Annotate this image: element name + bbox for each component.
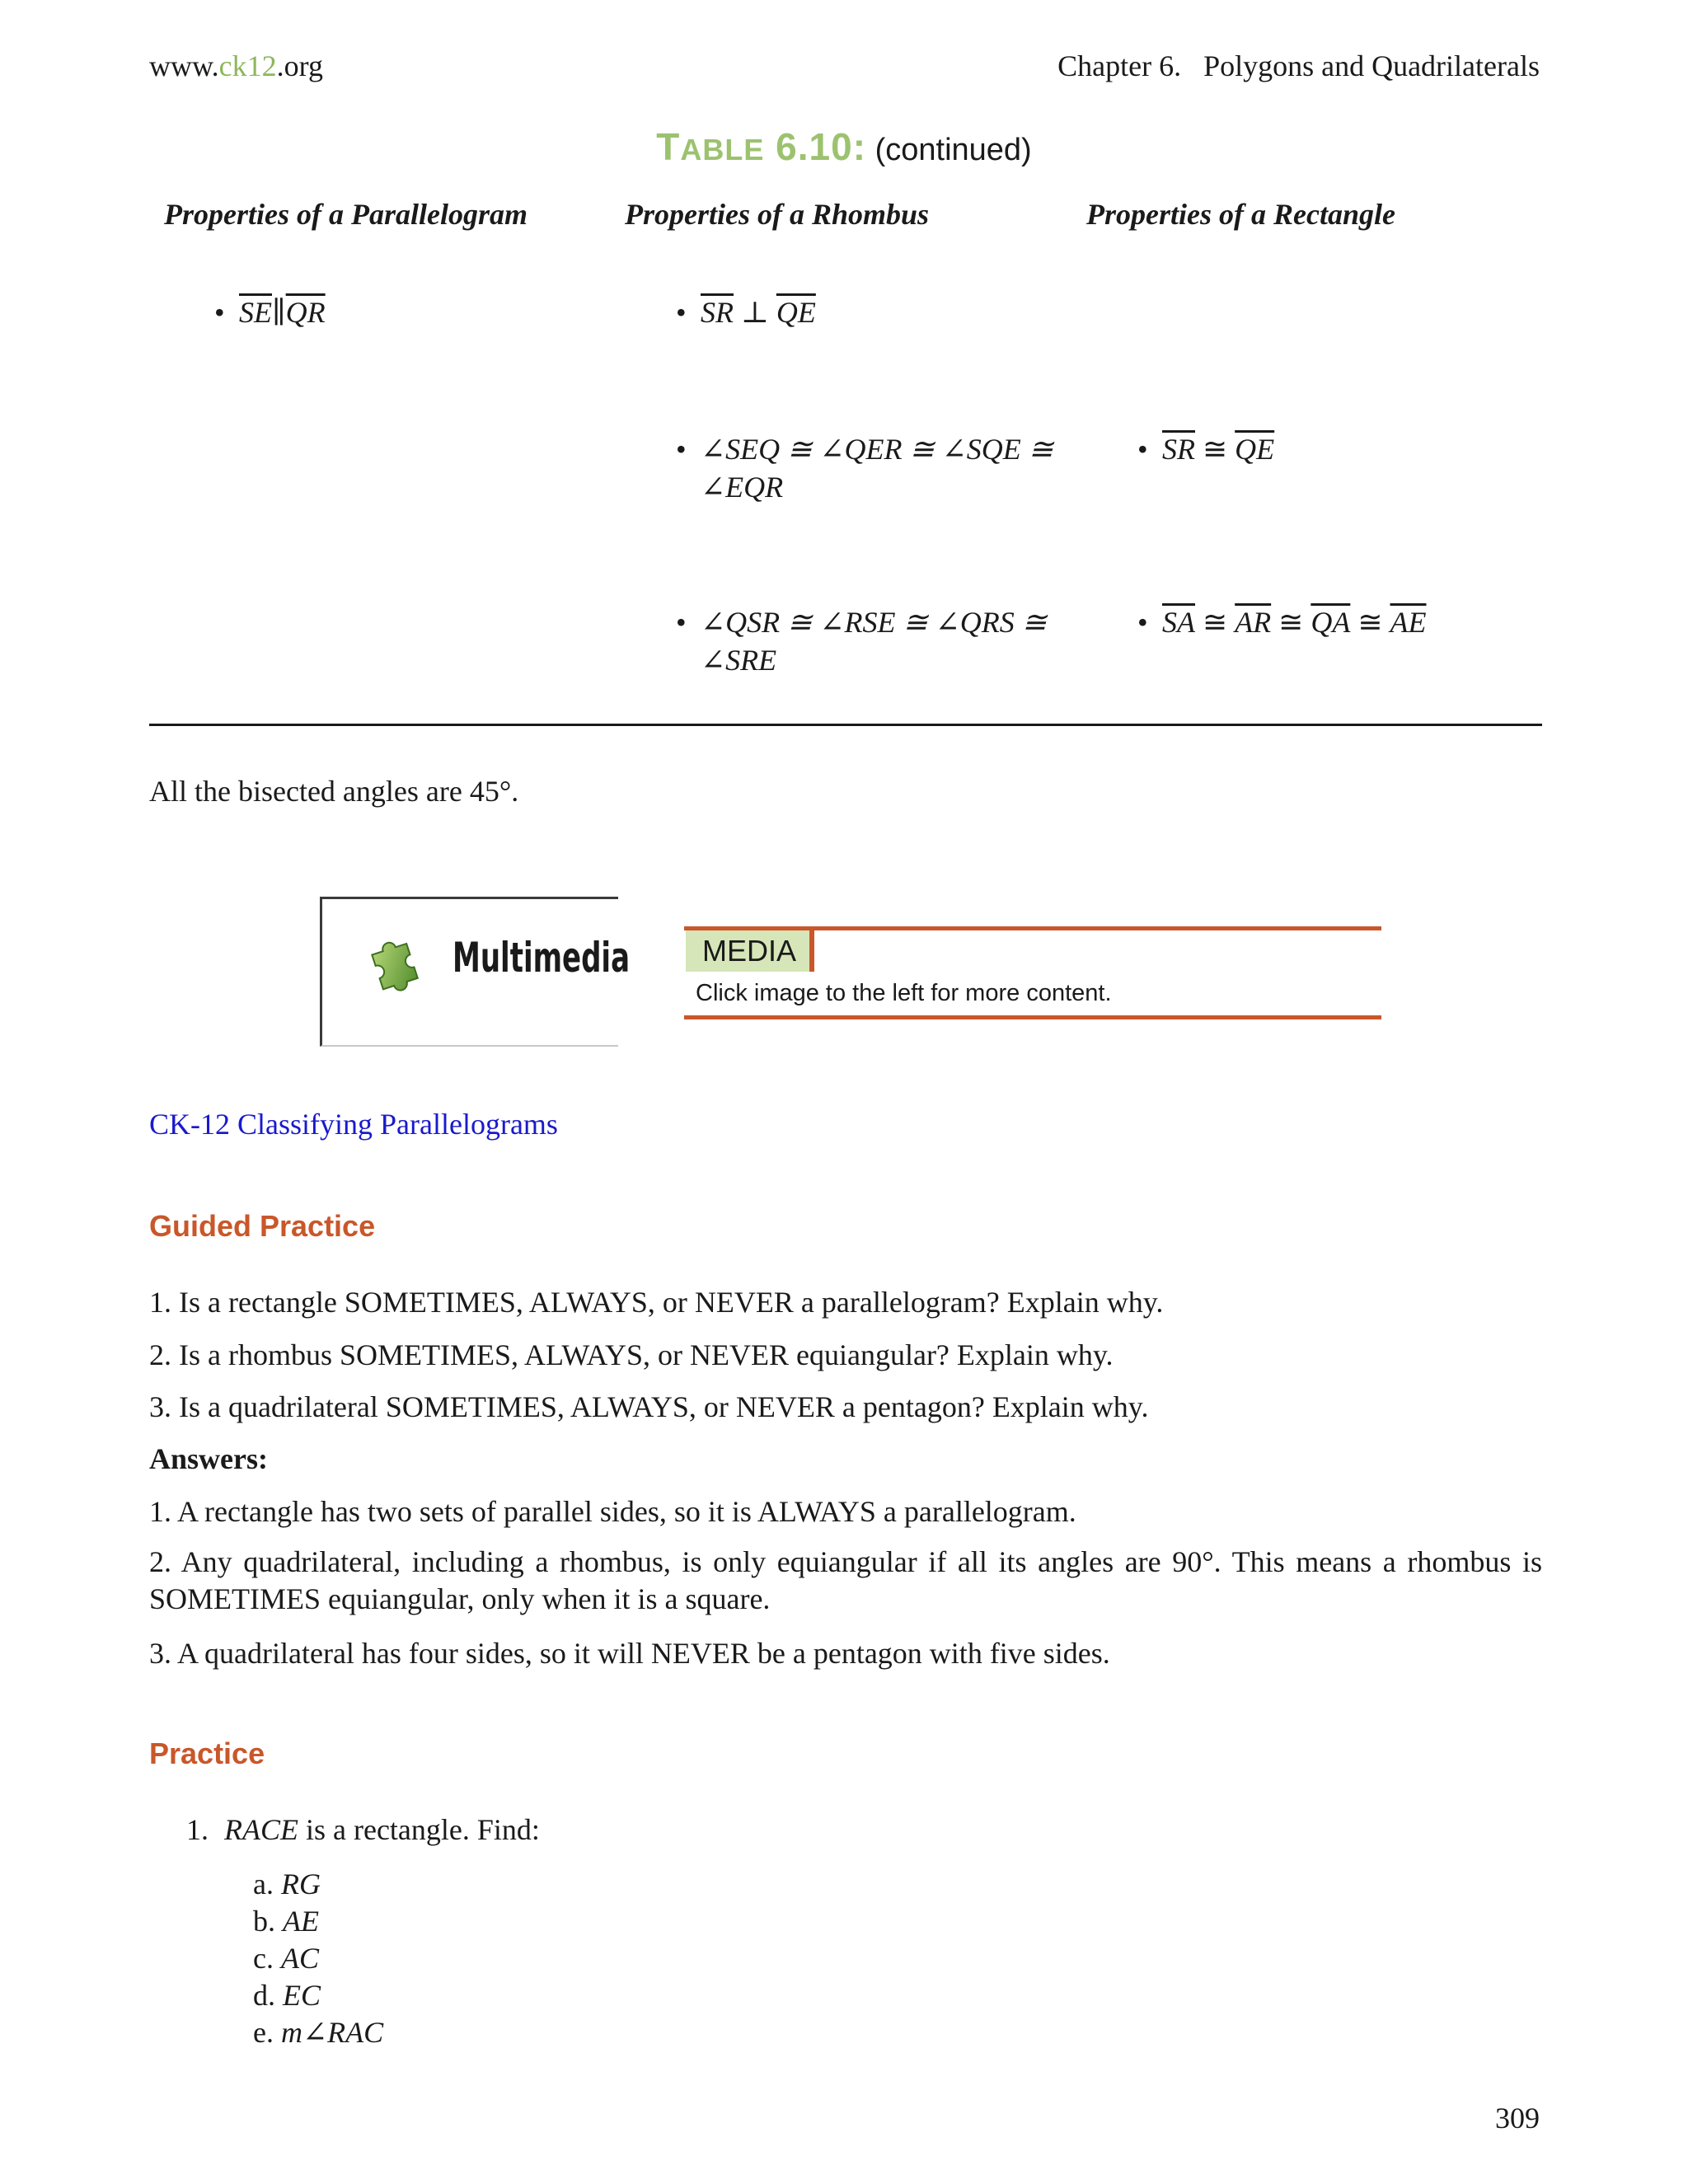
url-suffix: .org	[276, 49, 323, 82]
guided-question-3: 3. Is a quadrilateral SOMETIMES, ALWAYS, or NEVER a pentagon? Explain why.	[149, 1390, 1149, 1423]
rhombus-property-3: • ∠QSR ≅ ∠RSE ≅ ∠QRS ≅ ∠SRE	[701, 603, 1047, 679]
column-header-parallelogram: Properties of a Parallelogram	[164, 198, 528, 231]
column-header-rhombus: Properties of a Rhombus	[625, 198, 930, 231]
guided-practice-heading: Guided Practice	[149, 1209, 376, 1243]
bullet: •	[1137, 433, 1148, 466]
table-label: TABLE 6.10:	[656, 125, 867, 168]
rectangle-property-1: • $\overline{SR}$ ≅ $\overline{QE}$	[1162, 430, 1274, 468]
practice-item-b: b. AE	[253, 1905, 319, 1938]
bisected-angles-note: All the bisected angles are 45°.	[149, 775, 519, 808]
table-continued: (continued)	[866, 133, 1032, 167]
multimedia-thumbnail[interactable]	[320, 897, 631, 1047]
practice-item-c: c. AC	[253, 1942, 319, 1975]
media-caption: Click image to the left for more content.	[696, 980, 1112, 1006]
practice-item-e: e. m∠RAC	[253, 2016, 384, 2049]
url-brand: ck12	[218, 49, 277, 82]
rhombus-property-2: • ∠SEQ ≅ ∠QER ≅ ∠SQE ≅ ∠EQR	[701, 430, 1053, 506]
media-tag: MEDIA	[686, 930, 814, 972]
rhombus-property-1: • $\overline{SR}$ ⊥ $\overline{QE}$	[701, 293, 816, 331]
site-url[interactable]	[149, 46, 323, 86]
media-bottom-border	[684, 1015, 1381, 1019]
practice-item-a: a. RG	[253, 1868, 321, 1900]
table-title	[0, 124, 1688, 173]
url-prefix: www.	[149, 49, 219, 82]
practice-heading: Practice	[149, 1736, 265, 1770]
answer-1: 1. A rectangle has two sets of parallel sides, so it is ALWAYS a parallelogram.	[149, 1495, 1076, 1528]
answer-3: 3. A quadrilateral has four sides, so it will NEVER be a pentagon with five sides.	[149, 1637, 1110, 1670]
bullet: •	[214, 296, 225, 329]
column-header-rectangle: Properties of a Rectangle	[1086, 198, 1395, 231]
multimedia-label: Multimedia	[452, 934, 631, 982]
page-number: 309	[1495, 2102, 1540, 2135]
practice-item-d: d. EC	[253, 1979, 321, 2012]
bullet: •	[676, 296, 687, 329]
practice-question-1: 1. RACE is a rectangle. Find:	[186, 1813, 540, 1846]
answers-heading: Answers:	[149, 1442, 268, 1475]
guided-question-1: 1. Is a rectangle SOMETIMES, ALWAYS, or NEVER a parallelogram? Explain why.	[149, 1286, 1164, 1319]
bullet: •	[676, 606, 687, 639]
classifying-parallelograms-link[interactable]: CK-12 Classifying Parallelograms	[149, 1108, 558, 1141]
rectangle-property-2: • $\overline{SA}$ ≅ $\overline{AR}$ ≅ $\overline{QA}$ ≅ $\overline{AE}$	[1162, 603, 1426, 641]
answer-2: 2. Any quadrilateral, including a rhombus, is only equiangular if all its angles are 90°. This means a rhombus is SOMETIMES equiangular, only when it is a square.	[149, 1545, 1542, 1615]
table-bottom-rule	[149, 724, 1542, 726]
puzzle-piece-icon	[360, 937, 429, 1006]
parallelogram-property-1: • $\overline{SE}\parallel\overline{QR}$	[239, 293, 326, 331]
guided-question-2: 2. Is a rhombus SOMETIMES, ALWAYS, or NEVER equiangular? Explain why.	[149, 1338, 1114, 1371]
bullet: •	[1137, 606, 1148, 639]
chapter-title: Chapter 6. Polygons and Quadrilaterals	[1057, 49, 1540, 82]
bullet: •	[676, 433, 687, 466]
